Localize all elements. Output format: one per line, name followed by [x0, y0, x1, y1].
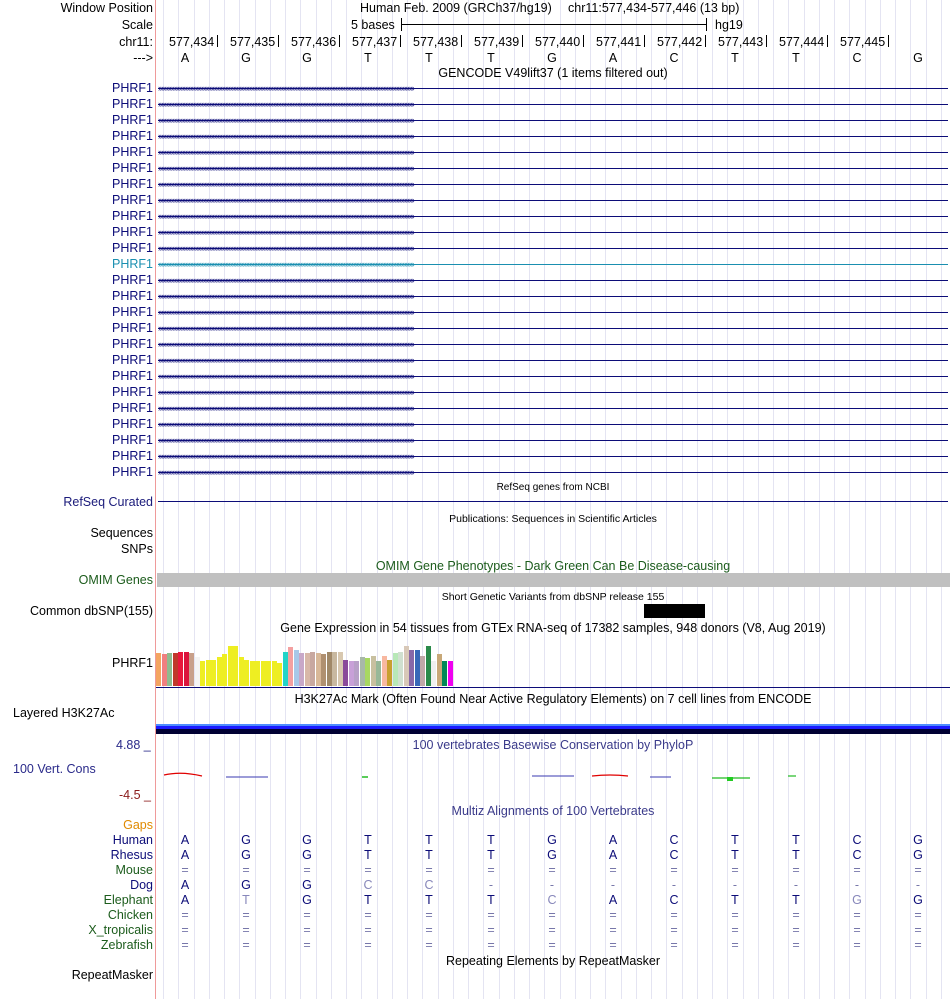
gtex-track-label[interactable]: PHRF1 [112, 656, 153, 670]
alignment-base: - [671, 878, 677, 892]
coordinate-tick [705, 35, 706, 47]
alignment-base: C [669, 833, 679, 847]
alignment-base: G [302, 848, 312, 862]
alignment-base: - [793, 878, 799, 892]
species-label[interactable]: Elephant [103, 893, 153, 907]
scale-assembly: hg19 [715, 18, 743, 32]
gencode-strand-arrows: ›››››››››››››››››››››››››››››››››››››››››››››››››››››››››››››››››››››››››››››››››››››››››››››››››››››››››››››››››››››››››››››››››››››››››››››››››››››››››››››››› [158, 371, 414, 381]
alignment-base: T [792, 848, 800, 862]
alignment-base: = [425, 863, 433, 877]
alignment-base: = [609, 938, 617, 952]
alignment-base: = [853, 938, 861, 952]
coordinate-label: 577,441 [596, 35, 642, 49]
alignment-base: = [853, 923, 861, 937]
alignment-base: - [488, 878, 494, 892]
gencode-transcript-label[interactable]: PHRF1 [112, 401, 153, 415]
alignment-base: = [364, 923, 372, 937]
gtex-tissue-bar[interactable] [442, 661, 447, 686]
base-letter: G [241, 51, 251, 65]
base-letter: A [608, 51, 618, 65]
strand-label: ---> [133, 51, 153, 65]
coordinate-tick [766, 35, 767, 47]
coordinate-tick [217, 35, 218, 47]
alignment-base: = [242, 938, 250, 952]
alignment-base: = [731, 938, 739, 952]
alignment-base: = [487, 923, 495, 937]
alignment-base: = [914, 923, 922, 937]
alignment-base: = [609, 923, 617, 937]
coordinate-label: 577,445 [840, 35, 886, 49]
alignment-base: G [241, 833, 251, 847]
gencode-transcript-label[interactable]: PHRF1 [112, 113, 153, 127]
gencode-transcript-label[interactable]: PHRF1 [112, 465, 153, 479]
alignment-base: = [364, 863, 372, 877]
omim-gene-bar[interactable] [157, 573, 950, 587]
gtex-tissue-bar[interactable] [376, 661, 381, 686]
base-letter: C [852, 51, 862, 65]
gencode-strand-arrows: ›››››››››››››››››››››››››››››››››››››››››››››››››››››››››››››››››››››››››››››››››››››››››››››››››››››››››››››››››››››››››››››››››››››››››››››››››››››››››››››››› [158, 323, 414, 333]
species-label[interactable]: Mouse [115, 863, 153, 877]
gencode-transcript-label[interactable]: PHRF1 [112, 273, 153, 287]
alignment-base: G [302, 878, 312, 892]
gencode-transcript-label[interactable]: PHRF1 [112, 225, 153, 239]
alignment-base: = [548, 908, 556, 922]
coordinate-label: 577,437 [352, 35, 398, 49]
alignment-base: = [425, 923, 433, 937]
alignment-base: T [487, 848, 495, 862]
alignment-base: T [242, 893, 250, 907]
gencode-transcript-label[interactable]: PHRF1 [112, 241, 153, 255]
phylop-track-label[interactable]: 100 Vert. Cons [13, 762, 96, 776]
alignment-base: - [732, 878, 738, 892]
alignment-base: G [302, 893, 312, 907]
coordinate-tick [400, 35, 401, 47]
alignment-base: = [487, 938, 495, 952]
alignment-base: = [303, 938, 311, 952]
gencode-strand-arrows: ›››››››››››››››››››››››››››››››››››››››››››››››››››››››››››››››››››››››››››››››››››››››››››››››››››››››››››››››››››››››››››››››››››››››››››››››››››››››››››››››› [158, 451, 414, 461]
alignment-base: G [913, 833, 923, 847]
alignment-base: = [609, 863, 617, 877]
gencode-strand-arrows: ›››››››››››››››››››››››››››››››››››››››››››››››››››››››››››››››››››››››››››››››››››››››››››››››››››››››››››››››››››››››››››››››››››››››››››››››››››››››››››››››› [158, 131, 414, 141]
alignment-base: T [364, 848, 372, 862]
gencode-strand-arrows: ›››››››››››››››››››››››››››››››››››››››››››››››››››››››››››››››››››››››››››››››››››››››››››››››››››››››››››››››››››››››››››››››››››››››››››››››››››››››››››››››› [158, 339, 414, 349]
gencode-transcript-label[interactable]: PHRF1 [112, 129, 153, 143]
alignment-base: = [670, 938, 678, 952]
gencode-transcript-label[interactable]: PHRF1 [112, 305, 153, 319]
alignment-base: = [242, 923, 250, 937]
alignment-base: G [547, 833, 557, 847]
gencode-strand-arrows: ›››››››››››››››››››››››››››››››››››››››››››››››››››››››››››››››››››››››››››››››››››››››››››››››››››››››››››››››››››››››››››››››››››››››››››››››››››››››››››››››› [158, 355, 414, 365]
gencode-strand-arrows: ›››››››››››››››››››››››››››››››››››››››››››››››››››››››››››››››››››››››››››››››››››››››››››››››››››››››››››››››››››››››››››››››››››››››››››››››››››››››››››››››› [158, 163, 414, 173]
repeatmasker-track-title: Repeating Elements by RepeatMasker [445, 954, 660, 968]
gtex-tissue-bar[interactable] [387, 660, 392, 686]
alignment-base: = [181, 863, 189, 877]
gencode-transcript-label[interactable]: PHRF1 [112, 321, 153, 335]
alignment-base: T [792, 833, 800, 847]
base-letter: T [425, 51, 433, 65]
gencode-strand-arrows: ›››››››››››››››››››››››››››››››››››››››››››››››››››››››››››››››››››››››››››››››››››››››››››››››››››››››››››››››››››››››››››››››››››››››››››››››››››››››››››››››› [158, 147, 414, 157]
coordinate-label: 577,444 [779, 35, 825, 49]
alignment-base: = [670, 863, 678, 877]
alignment-base: = [242, 863, 250, 877]
alignment-base: = [548, 923, 556, 937]
alignment-base: T [364, 833, 372, 847]
gencode-strand-arrows: ›››››››››››››››››››››››››››››››››››››››››››››››››››››››››››››››››››››››››››››››››››››››››››››››››››››››››››››››››››››››››››››››››››››››››››››››››››››››››››››››› [158, 195, 414, 205]
gencode-track-title: GENCODE V49lift37 (1 items filtered out) [438, 66, 668, 80]
alignment-base: C [669, 848, 679, 862]
coordinate-label: 577,442 [657, 35, 703, 49]
gencode-strand-arrows: ›››››››››››››››››››››››››››››››››››››››››››››››››››››››››››››››››››››››››››››››››››››››››››››››››››››››››››››››››››››››››››››››››››››››››››››››››››››››››››››››› [158, 291, 414, 301]
alignment-base: = [792, 863, 800, 877]
alignment-base: T [731, 848, 739, 862]
multiz-track-title: Multiz Alignments of 100 Vertebrates [451, 804, 655, 818]
gtex-tissue-bar[interactable] [354, 661, 359, 686]
gencode-transcript-label[interactable]: PHRF1 [112, 449, 153, 463]
coordinate-label: 577,439 [474, 35, 520, 49]
gencode-strand-arrows: ›››››››››››››››››››››››››››››››››››››››››››››››››››››››››››››››››››››››››››››››››››››››››››››››››››››››››››››››››››››››››››››››››››››››››››››››››››››››››››››››› [158, 387, 414, 397]
position-text: chr11:577,434-577,446 (13 bp) [568, 1, 740, 15]
alignment-base: G [913, 848, 923, 862]
gencode-strand-arrows: ›››››››››››››››››››››››››››››››››››››››››››››››››››››››››››››››››››››››››››››››››››››››››››››››››››››››››››››››››››››››››››››››››››››››››››››››››››››››››››››››› [158, 259, 414, 269]
gtex-gene-line [156, 687, 950, 688]
coordinate-tick [644, 35, 645, 47]
gencode-transcript-label[interactable]: PHRF1 [112, 81, 153, 95]
gencode-strand-arrows: ›››››››››››››››››››››››››››››››››››››››››››››››››››››››››››››››››››››››››››››››››››››››››››››››››››››››››››››››››››››››››››››››››››››››››››››››››››››››››››››››› [158, 243, 414, 253]
alignment-base: T [425, 833, 433, 847]
gencode-strand-arrows: ›››››››››››››››››››››››››››››››››››››››››››››››››››››››››››››››››››››››››››››››››››››››››››››››››››››››››››››››››››››››››››››››››››››››››››››››››››››››››››››››› [158, 403, 414, 413]
alignment-base: = [914, 863, 922, 877]
gencode-strand-arrows: ›››››››››››››››››››››››››››››››››››››››››››››››››››››››››››››››››››››››››››››››››››››››››››››››››››››››››››››››››››››››››››››››››››››››››››››››››››››››››››››››› [158, 275, 414, 285]
alignment-base: = [609, 908, 617, 922]
alignment-base: C [424, 878, 434, 892]
species-label[interactable]: Dog [130, 878, 153, 892]
refseq-track-label[interactable]: RefSeq Curated [63, 495, 153, 509]
gencode-transcript-label[interactable]: PHRF1 [112, 369, 153, 383]
scale-label: Scale [121, 18, 153, 32]
alignment-base: = [792, 923, 800, 937]
alignment-base: = [914, 908, 922, 922]
alignment-base: T [364, 893, 372, 907]
alignment-base: = [364, 908, 372, 922]
gtex-tissue-bar[interactable] [244, 660, 249, 686]
gencode-transcript-label[interactable]: PHRF1 [112, 337, 153, 351]
alignment-base: G [547, 848, 557, 862]
base-letter: T [731, 51, 739, 65]
species-label[interactable]: X_tropicalis [88, 923, 153, 937]
publications-snps-label[interactable]: SNPs [121, 542, 153, 556]
coordinate-label: 577,438 [413, 35, 459, 49]
alignment-base: C [547, 893, 557, 907]
gencode-strand-arrows: ›››››››››››››››››››››››››››››››››››››››››››››››››››››››››››››››››››››››››››››››››››››››››››››››››››››››››››››››››››››››››››››››››››››››››››››››››››››››››››››››› [158, 419, 414, 429]
gtex-tissue-bar[interactable] [310, 652, 315, 686]
h3k27ac-signal-base [156, 729, 950, 734]
gencode-transcript-label[interactable]: PHRF1 [112, 145, 153, 159]
gencode-transcript-label[interactable]: PHRF1 [112, 209, 153, 223]
alignment-base: G [852, 893, 862, 907]
alignment-base: = [548, 938, 556, 952]
alignment-base: A [608, 848, 618, 862]
alignment-base: = [731, 863, 739, 877]
omim-track-title: OMIM Gene Phenotypes - Dark Green Can Be Disease-causing [375, 559, 731, 573]
alignment-base: = [853, 863, 861, 877]
alignment-base: - [610, 878, 616, 892]
gtex-track-title: Gene Expression in 54 tissues from GTEx RNA-seq of 17382 samples, 948 donors (V8, Aug 2019) [280, 621, 826, 635]
base-letter: G [547, 51, 557, 65]
coordinate-label: 577,435 [230, 35, 276, 49]
alignment-base: C [852, 833, 862, 847]
base-letter: T [364, 51, 372, 65]
alignment-base: T [731, 833, 739, 847]
gtex-tissue-bar[interactable] [343, 660, 348, 686]
alignment-base: = [487, 863, 495, 877]
base-letter: C [669, 51, 679, 65]
alignment-base: - [549, 878, 555, 892]
alignment-base: A [608, 893, 618, 907]
gencode-strand-arrows: ›››››››››››››››››››››››››››››››››››››››››››››››››››››››››››››››››››››››››››››››››››››››››››››››››››››››››››››››››››››››››››››››››››››››››››››››››››››››››››››››› [158, 227, 414, 237]
species-label[interactable]: Chicken [107, 908, 153, 922]
base-letter: T [487, 51, 495, 65]
phylop-min-label: -4.5 _ [119, 788, 151, 802]
alignment-base: = [303, 923, 311, 937]
alignment-base: - [854, 878, 860, 892]
gencode-transcript-label[interactable]: PHRF1 [112, 177, 153, 191]
gencode-transcript-label[interactable]: PHRF1 [112, 385, 153, 399]
coordinate-label: 577,443 [718, 35, 764, 49]
coordinate-tick [583, 35, 584, 47]
publications-sequences-label[interactable]: Sequences [90, 526, 153, 540]
gencode-strand-arrows: ›››››››››››››››››››››››››››››››››››››››››››››››››››››››››››››››››››››››››››››››››››››››››››››››››››››››››››››››››››››››››››››››››››››››››››››››››››››››››››››››› [158, 115, 414, 125]
alignment-base: = [670, 908, 678, 922]
coordinate-label: 577,436 [291, 35, 337, 49]
alignment-base: C [669, 893, 679, 907]
alignment-base: = [548, 863, 556, 877]
alignment-base: T [792, 893, 800, 907]
alignment-base: = [792, 908, 800, 922]
alignment-base: T [425, 893, 433, 907]
gtex-tissue-bar[interactable] [398, 652, 403, 686]
gtex-tissue-bar[interactable] [420, 656, 425, 686]
alignment-base: = [853, 908, 861, 922]
alignment-base: = [792, 938, 800, 952]
base-letter: A [180, 51, 190, 65]
gencode-transcript-label[interactable]: PHRF1 [112, 433, 153, 447]
base-letter: G [913, 51, 923, 65]
alignment-base: C [363, 878, 373, 892]
gencode-strand-arrows: ›››››››››››››››››››››››››››››››››››››››››››››››››››››››››››››››››››››››››››››››››››››››››››››››››››››››››››››››››››››››››››››››››››››››››››››››››››››››››››››››› [158, 179, 414, 189]
gencode-strand-arrows: ›››››››››››››››››››››››››››››››››››››››››››››››››››››››››››››››››››››››››››››››››››››››››››››››››››››››››››››››››››››››››››››››››››››››››››››››››››››››››››››››› [158, 211, 414, 221]
coordinate-label: 577,434 [169, 35, 215, 49]
gencode-strand-arrows: ›››››››››››››››››››››››››››››››››››››››››››››››››››››››››››››››››››››››››››››››››››››››››››››››››››››››››››››››››››››››››››››››››››››››››››››››››››››››››››››››› [158, 435, 414, 445]
gtex-tissue-bar[interactable] [409, 650, 414, 686]
omim-track-label[interactable]: OMIM Genes [78, 573, 153, 587]
refseq-track-title: RefSeq genes from NCBI [496, 482, 610, 493]
alignment-base: = [242, 908, 250, 922]
alignment-base: C [852, 848, 862, 862]
alignment-base: A [180, 893, 190, 907]
alignment-base: = [914, 938, 922, 952]
base-letter: T [792, 51, 800, 65]
alignment-base: T [487, 833, 495, 847]
gtex-tissue-bar[interactable] [222, 654, 227, 686]
alignment-base: T [731, 893, 739, 907]
dbsnp-track-title: Short Genetic Variants from dbSNP release 155 [441, 591, 665, 603]
alignment-base: A [180, 848, 190, 862]
gencode-strand-arrows: ›››››››››››››››››››››››››››››››››››››››››››››››››››››››››››››››››››››››››››››››››››››››››››››››››››››››››››››››››››››››››››››››››››››››››››››››››››››››››››››››› [158, 83, 414, 93]
phylop-track-title: 100 vertebrates Basewise Conservation by PhyloP [412, 738, 694, 752]
gtex-tissue-bar[interactable] [167, 653, 172, 686]
coordinate-tick [278, 35, 279, 47]
gencode-strand-arrows: ›››››››››››››››››››››››››››››››››››››››››››››››››››››››››››››››››››››››››››››››››››››››››››››››››››››››››››››››››››››››››››››››››››››››››››››››››››››››››››››››› [158, 307, 414, 317]
repeatmasker-track-label[interactable]: RepeatMasker [71, 968, 153, 982]
gtex-tissue-bar[interactable] [321, 654, 326, 686]
alignment-base: G [241, 878, 251, 892]
gtex-tissue-bar[interactable] [211, 660, 216, 686]
alignment-base: = [670, 923, 678, 937]
h3k27ac-track-label[interactable]: Layered H3K27Ac [13, 706, 115, 720]
gencode-strand-arrows: ›››››››››››››››››››››››››››››››››››››››››››››››››››››››››››››››››››››››››››››››››››››››››››››››››››››››››››››››››››››››››››››››››››››››››››››››››››››››››››››››› [158, 99, 414, 109]
gtex-tissue-bar[interactable] [448, 661, 453, 686]
alignment-base: = [487, 908, 495, 922]
gtex-tissue-bar[interactable] [200, 661, 205, 686]
alignment-base: = [303, 863, 311, 877]
alignment-base: G [913, 893, 923, 907]
alignment-base: G [241, 848, 251, 862]
gencode-transcript-label[interactable]: PHRF1 [112, 289, 153, 303]
gtex-tissue-bar[interactable] [431, 661, 436, 686]
gencode-transcript-label[interactable]: PHRF1 [112, 97, 153, 111]
coordinate-tick [888, 35, 889, 47]
multiz-gaps-label[interactable]: Gaps [123, 818, 153, 832]
gencode-transcript-label[interactable]: PHRF1 [112, 353, 153, 367]
alignment-base: = [181, 938, 189, 952]
gtex-tissue-bar[interactable] [288, 647, 293, 686]
coordinate-tick [522, 35, 523, 47]
alignment-base: = [303, 908, 311, 922]
coordinate-tick [827, 35, 828, 47]
species-label[interactable]: Human [112, 833, 153, 847]
chrom-label: chr11: [119, 35, 153, 49]
alignment-base: = [181, 908, 189, 922]
window-position-label: Window Position [60, 1, 153, 15]
alignment-base: T [425, 848, 433, 862]
gtex-tissue-bar[interactable] [277, 663, 282, 686]
gtex-tissue-bar[interactable] [332, 652, 337, 686]
alignment-base: T [487, 893, 495, 907]
gtex-tissue-bar[interactable] [299, 653, 304, 686]
coordinate-tick [461, 35, 462, 47]
h3k27ac-track-title: H3K27Ac Mark (Often Found Near Active Regulatory Elements) on 7 cell lines from ENCODE [294, 692, 812, 706]
publications-track-title: Publications: Sequences in Scientific Articles [449, 513, 657, 525]
species-label[interactable]: Zebrafish [100, 938, 153, 952]
dbsnp-variant-block[interactable] [644, 604, 705, 618]
dbsnp-track-label[interactable]: Common dbSNP(155) [30, 604, 153, 618]
alignment-base: = [181, 923, 189, 937]
alignment-base: = [425, 908, 433, 922]
alignment-base: G [302, 833, 312, 847]
gtex-tissue-bar[interactable] [233, 646, 238, 686]
coordinate-label: 577,440 [535, 35, 581, 49]
phylop-signal [156, 768, 950, 784]
alignment-base: A [180, 833, 190, 847]
scale-bar-right-end [706, 18, 707, 31]
alignment-base: = [731, 923, 739, 937]
gencode-transcript-label[interactable]: PHRF1 [112, 161, 153, 175]
gencode-transcript-label[interactable]: PHRF1 [112, 257, 153, 271]
scale-text: 5 bases [351, 18, 395, 32]
alignment-base: = [364, 938, 372, 952]
species-label[interactable]: Rhesus [110, 848, 153, 862]
gencode-transcript-label[interactable]: PHRF1 [112, 193, 153, 207]
refseq-gene-line[interactable] [158, 501, 948, 502]
gtex-tissue-bar[interactable] [266, 661, 271, 686]
gtex-tissue-bar[interactable] [365, 658, 370, 686]
assembly-title: Human Feb. 2009 (GRCh37/hg19) [360, 1, 552, 15]
gtex-tissue-bar[interactable] [178, 652, 183, 686]
sidebar-border [155, 0, 156, 999]
base-letter: G [302, 51, 312, 65]
gencode-transcript-label[interactable]: PHRF1 [112, 417, 153, 431]
scale-bar [401, 24, 707, 25]
gtex-tissue-bar[interactable] [255, 661, 260, 686]
gtex-tissue-bar[interactable] [156, 653, 161, 686]
scale-bar-left-end [401, 18, 402, 31]
alignment-base: A [608, 833, 618, 847]
coordinate-tick [339, 35, 340, 47]
alignment-base: A [180, 878, 190, 892]
alignment-base: = [425, 938, 433, 952]
phylop-max-label: 4.88 _ [116, 738, 151, 752]
gencode-strand-arrows: ›››››››››››››››››››››››››››››››››››››››››››››››››››››››››››››››››››››››››››››››››››››››››››››››››››››››››››››››››››››››››››››››››››››››››››››››››››››››››››››››› [158, 467, 414, 477]
gtex-tissue-bar[interactable] [189, 653, 194, 686]
alignment-base: - [915, 878, 921, 892]
alignment-base: = [731, 908, 739, 922]
